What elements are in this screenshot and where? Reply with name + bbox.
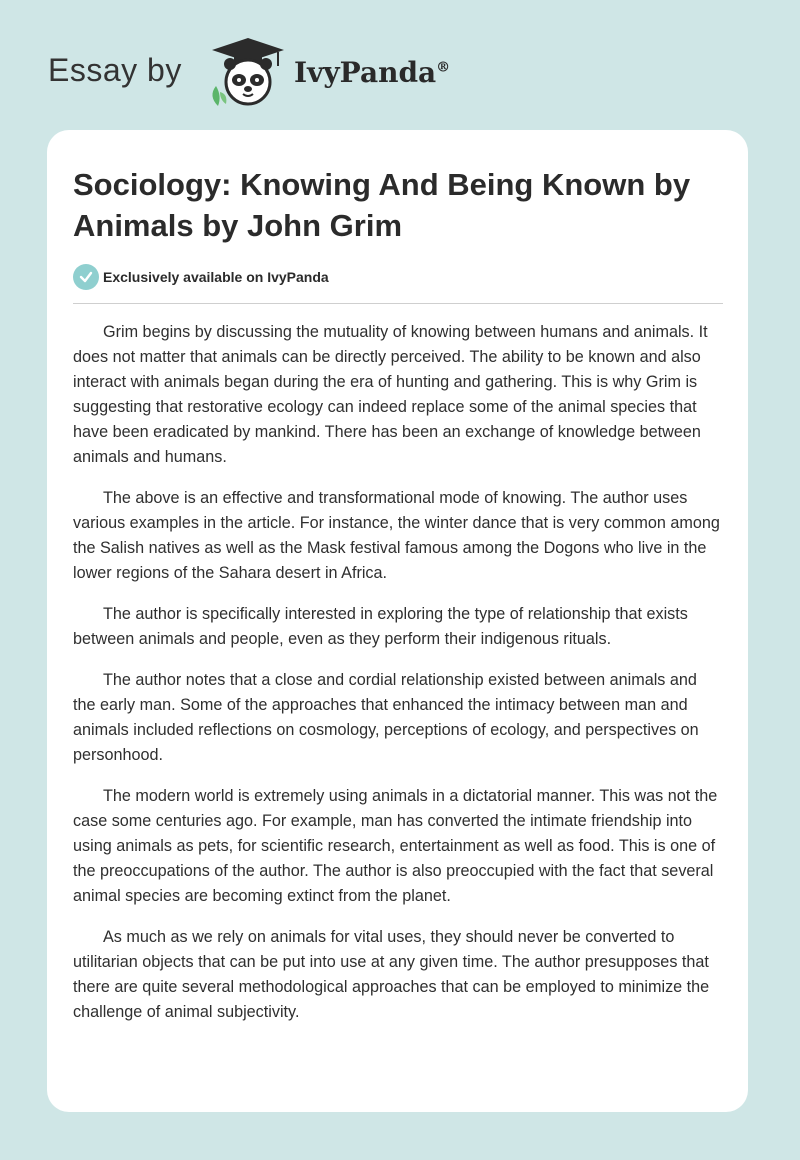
badge-text: Exclusively available on IvyPanda (103, 269, 329, 285)
paragraph: The above is an effective and transformational mode of knowing. The author uses various examples in the article. For instance, the winter dance that is very common among the Salish natives as well as the Mask festival famous among the Dogons who live in the lower regions of the Sahara desert in Africa. (73, 489, 720, 582)
paragraph: As much as we rely on animals for vital uses, they should never be converted to utilitarian objects that can be put into use at any given time. The author presupposes that there are quite several methodological approaches that can be employed to minimize the challenge of animal subjectivity. (73, 928, 710, 1021)
paragraph: The author is specifically interested in exploring the type of relationship that exists between animals and people, even as they perform their indigenous rituals. (73, 605, 688, 648)
check-icon (73, 264, 99, 290)
brand-name[interactable] (294, 56, 450, 89)
essay-body (73, 320, 723, 1041)
paragraph: The author notes that a close and cordial relationship existed between animals and the early man. Some of the approaches that enhanced the intimacy between man and animals included reflections on cosmology, perceptions of ecology, and perspectives on personhood. (73, 671, 699, 764)
page-title: Sociology: Knowing And Being Known by Animals by John Grim (73, 167, 691, 243)
essay-card (47, 130, 748, 1112)
brand-text: IvyPanda (294, 56, 437, 89)
paragraph: The modern world is extremely using animals in a dictatorial manner. This was not the case some centuries ago. For example, man has converted the intimate friendship into using animals as pets, for scientific research, entertainment as well as food. This is one of the preoccupations of the author. The author is also preoccupied with the fact that several animal species are becoming extinct from the planet. (73, 787, 718, 905)
essay-by-label: Essay by (48, 52, 182, 88)
paragraph: Grim begins by discussing the mutuality of knowing between humans and animals. It does not matter that animals can be directly perceived. The ability to be known and also interact with animals began during the era of hunting and gathering. This is why Grim is suggesting that restorative ecology can indeed replace some of the animal species that have been eradicated by mankind. There has been an exchange of knowledge between animals and humans. (73, 323, 708, 466)
site-header (48, 36, 568, 108)
exclusive-badge (73, 264, 329, 290)
trademark-symbol: ® (436, 59, 451, 76)
divider (73, 303, 723, 304)
panda-graduate-icon[interactable] (204, 36, 292, 108)
